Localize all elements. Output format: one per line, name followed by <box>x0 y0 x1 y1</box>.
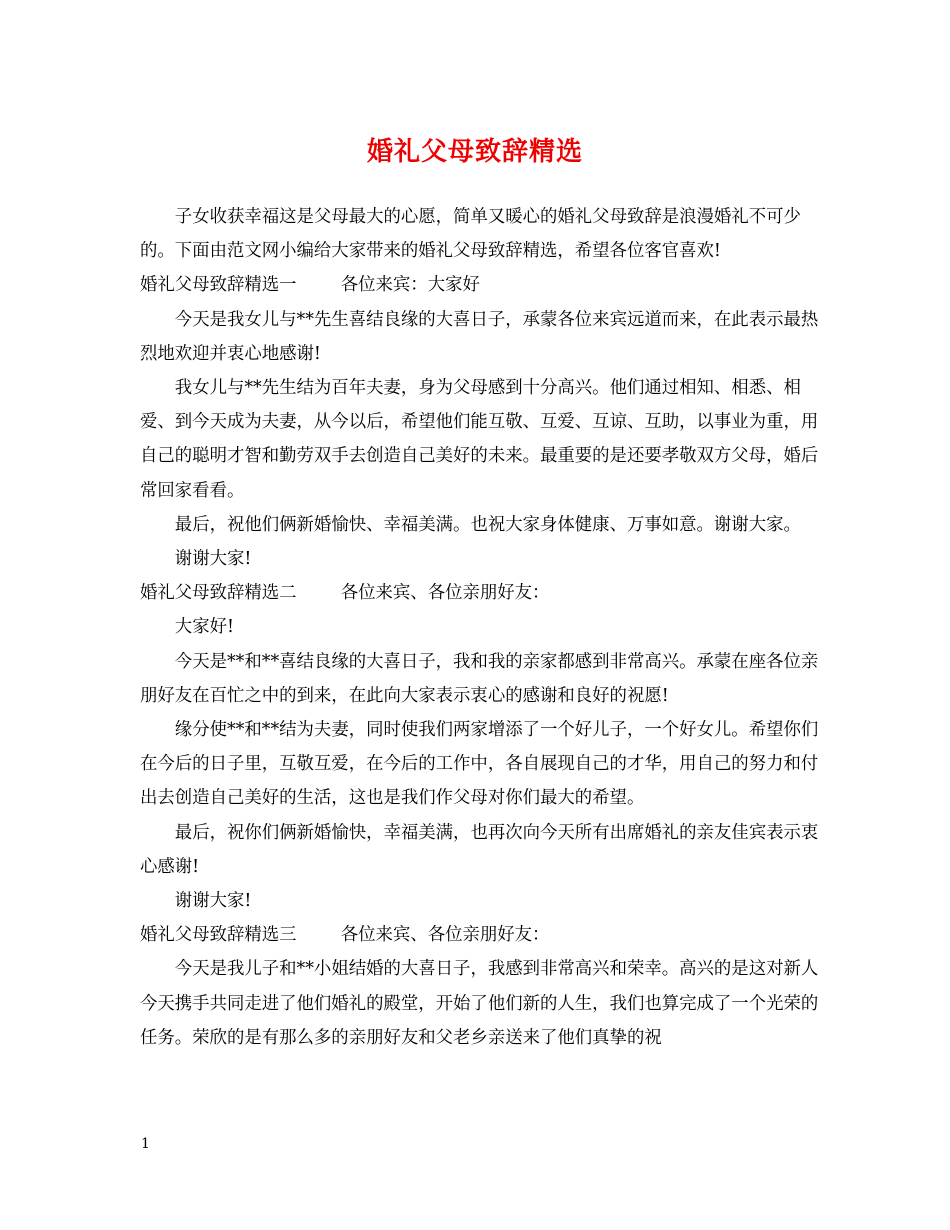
paragraph: 今天是我女儿与**先生喜结良缘的大喜日子，承蒙各位来宾远道而来，在此表示最热烈地欢迎并衷心地感谢! <box>140 309 819 364</box>
paragraph: 谢谢大家! <box>174 891 252 912</box>
document-body <box>140 200 830 1055</box>
paragraph: 子女收获幸福这是父母最大的心愿，简单又暖心的婚礼父母致辞是浪漫婚礼不可少的。下面由范文网小编给大家带来的婚礼父母致辞精选，希望各位客官喜欢! <box>140 207 801 262</box>
paragraph: 我女儿与**先生结为百年夫妻，身为父母感到十分高兴。他们通过相知、相悉、相爱、到今天成为夫妻，从今以后，希望他们能互敬、互爱、互谅、互助，以事业为重，用自己的聪明才智和勤劳双手去创造自己美好的未来。最重要的是还要孝敬双方父母，婚后常回家看看。 <box>140 378 819 501</box>
paragraph: 大家好! <box>174 617 234 638</box>
paragraph: 今天是我儿子和**小姐结婚的大喜日子，我感到非常高兴和荣幸。高兴的是这对新人今天携手共同走进了他们婚礼的殿堂，开始了他们新的人生，我们也算完成了一个光荣的任务。荣欣的是有那么多的亲朋好友和父老乡亲送来了他们真挚的祝 <box>140 959 819 1048</box>
section-heading: 婚礼父母致辞精选一 各位来宾：大家好 <box>140 275 480 296</box>
section-heading: 婚礼父母致辞精选三 各位来宾、各位亲朋好友： <box>140 925 550 946</box>
paragraph: 最后，祝他们俩新婚愉快、幸福美满。也祝大家身体健康、万事如意。谢谢大家。 <box>174 514 801 535</box>
paragraph: 谢谢大家! <box>174 549 252 570</box>
document-title: 婚礼父母致辞精选 <box>366 137 583 167</box>
section-heading: 婚礼父母致辞精选二 各位来宾、各位亲朋好友： <box>140 583 550 604</box>
paragraph: 最后，祝你们俩新婚愉快，幸福美满，也再次向今天所有出席婚礼的亲友佳宾表示衷心感谢! <box>140 822 819 877</box>
paragraph: 缘分使**和**结为夫妻，同时使我们两家增添了一个好儿子，一个好女儿。希望你们在今后的日子里，互敬互爱，在今后的工作中，各自展现自己的才华，用自己的努力和付出去创造自己美好的生活，这也是我们作父母对你们最大的希望。 <box>140 720 819 809</box>
page-number: 1 <box>141 1136 150 1152</box>
paragraph: 今天是**和**喜结良缘的大喜日子，我和我的亲家都感到非常高兴。承蒙在座各位亲朋好友在百忙之中的到来，在此向大家表示衷心的感谢和良好的祝愿! <box>140 651 819 706</box>
